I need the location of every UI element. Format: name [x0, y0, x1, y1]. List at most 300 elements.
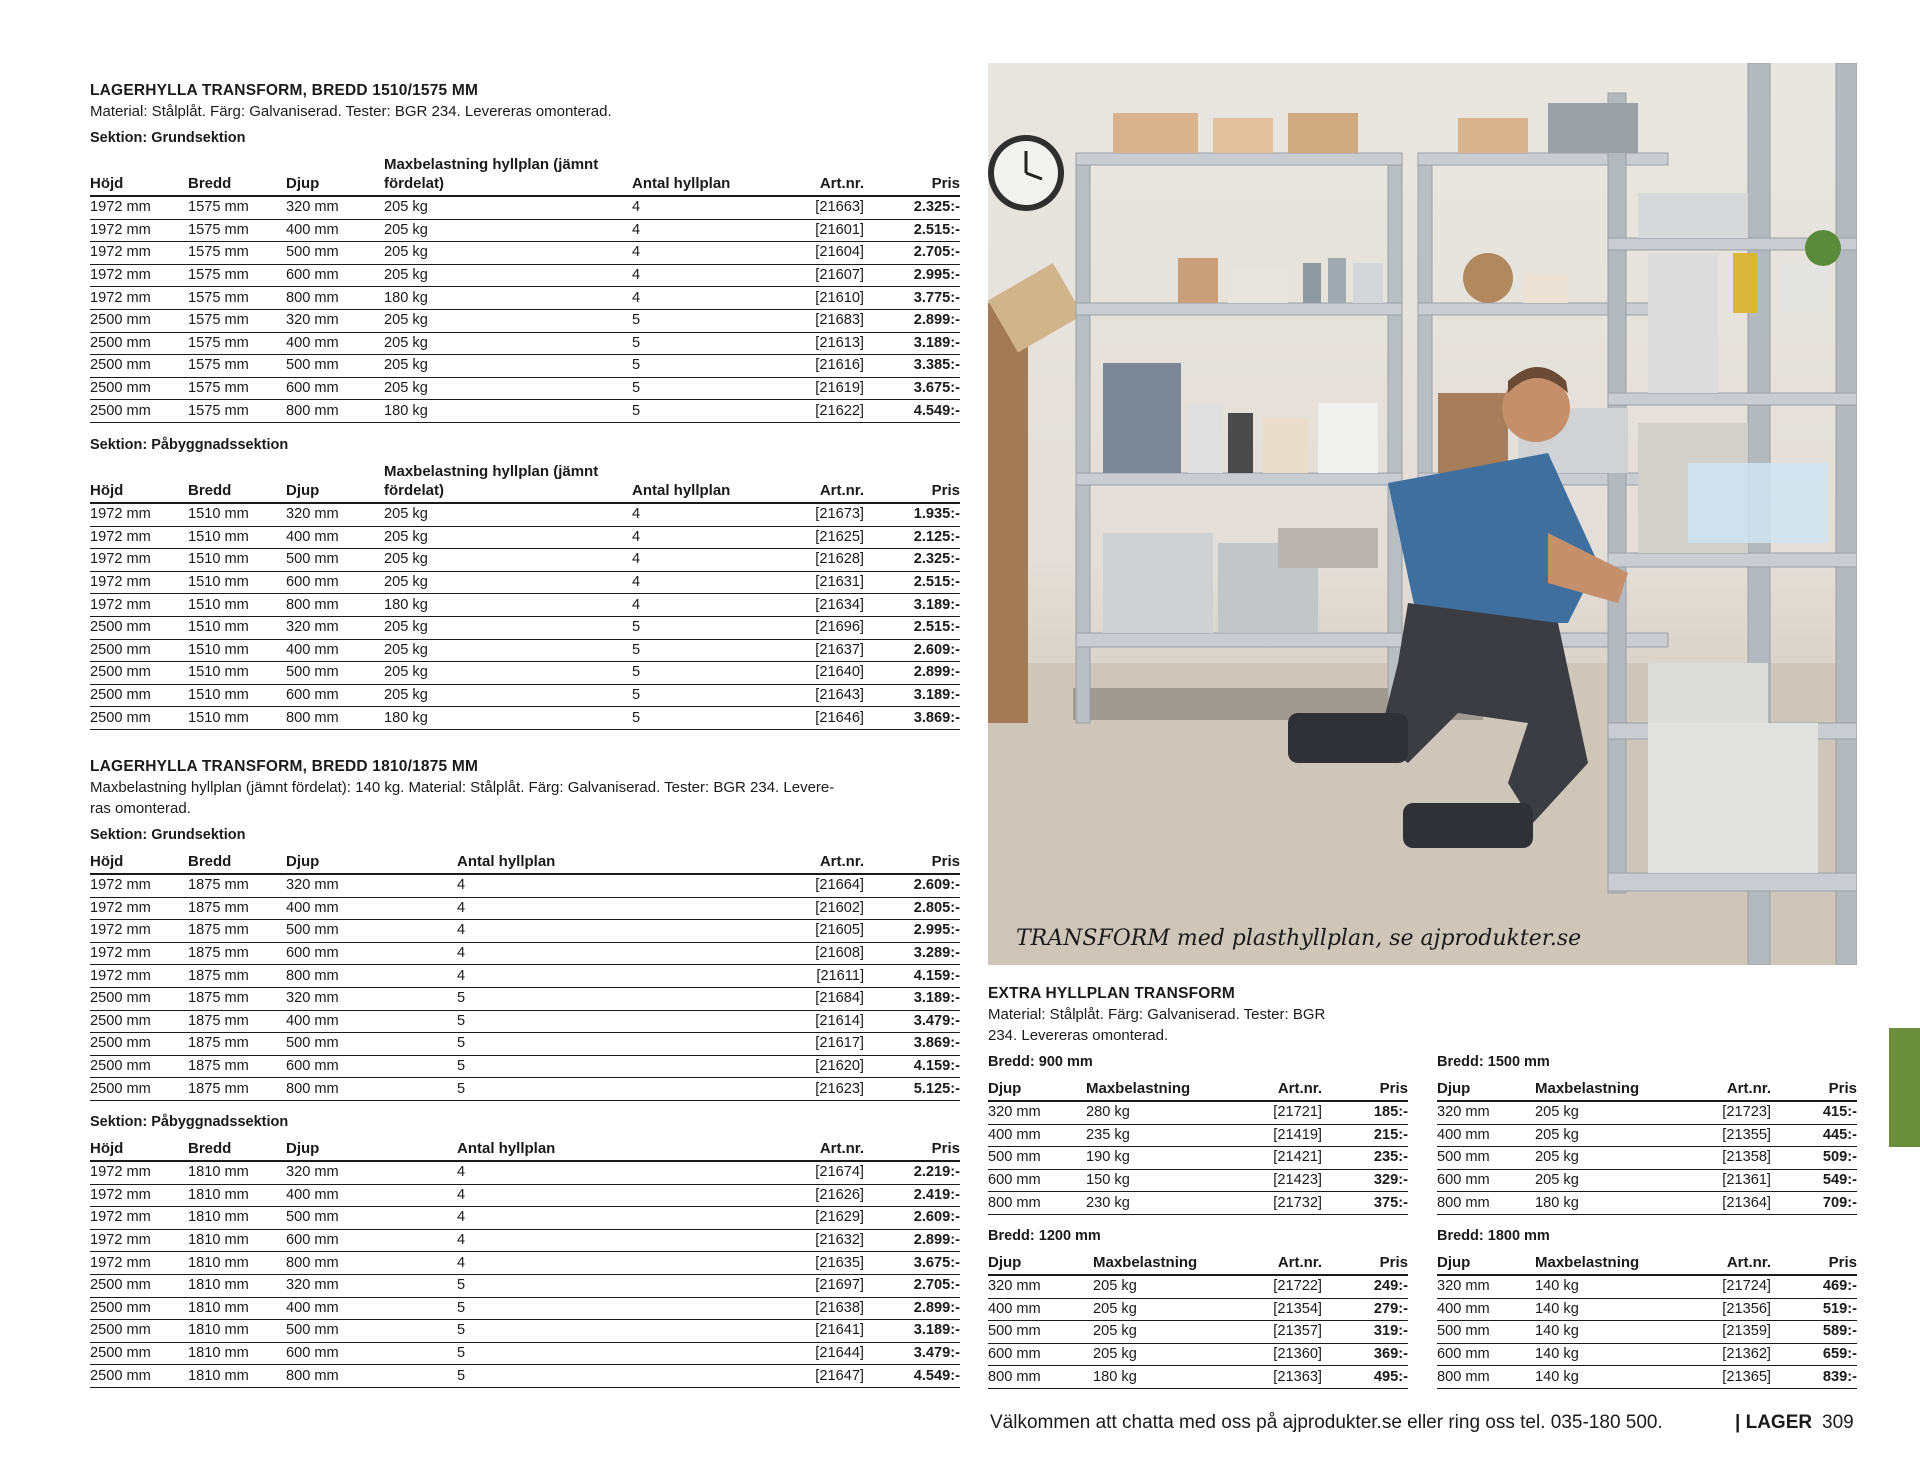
table-cell: 1575 mm: [188, 287, 286, 310]
price-cell: 319:-: [1328, 1321, 1408, 1344]
table-cell: 800 mm: [988, 1192, 1086, 1215]
spec-table-1575-grund: [90, 155, 960, 423]
table-cell: 800 mm: [286, 965, 457, 988]
price-cell: 3.675:-: [870, 377, 960, 400]
price-cell: 249:-: [1328, 1275, 1408, 1298]
table-row: [90, 264, 960, 287]
table-cell: 400 mm: [286, 1184, 457, 1207]
table-cell: 140 kg: [1535, 1321, 1655, 1344]
article-number-cell: [21607]: [772, 264, 870, 287]
table-row: [1437, 1169, 1857, 1192]
article-number-cell: [21611]: [772, 965, 870, 988]
table-cell: 4: [457, 1229, 772, 1252]
price-cell: 235:-: [1328, 1147, 1408, 1170]
col-header-artnr: Art.nr.: [772, 1139, 870, 1161]
table-cell: 4: [632, 526, 772, 549]
table-cell: 205 kg: [384, 662, 632, 685]
table-cell: 320 mm: [286, 874, 457, 897]
table-cell: 190 kg: [1086, 1147, 1206, 1170]
article-number-cell: [21632]: [772, 1229, 870, 1252]
table-cell: 2500 mm: [90, 662, 188, 685]
price-cell: 839:-: [1777, 1366, 1857, 1389]
table-cell: 1972 mm: [90, 264, 188, 287]
article-number-cell: [21610]: [772, 287, 870, 310]
col-header-djup: Djup: [286, 852, 457, 874]
table-cell: 5: [632, 332, 772, 355]
product-title-1510-1575: LAGERHYLLA TRANSFORM, BREDD 1510/1575 MM: [90, 82, 479, 99]
article-number-cell: [21602]: [772, 897, 870, 920]
col-header-pris: Pris: [870, 462, 960, 503]
table-cell: 1972 mm: [90, 1229, 188, 1252]
col-header-hojd: Höjd: [90, 155, 188, 196]
table-cell: 5: [632, 707, 772, 730]
table-cell: 600 mm: [1437, 1343, 1535, 1366]
table-row: [90, 309, 960, 332]
article-number-cell: [21363]: [1206, 1366, 1328, 1389]
table-cell: 4: [457, 1252, 772, 1275]
table-cell: 4: [457, 1207, 772, 1230]
article-number-cell: [21358]: [1655, 1147, 1777, 1170]
col-header-antal-hyllplan: Antal hyllplan: [457, 1139, 772, 1161]
price-cell: 2.609:-: [870, 1207, 960, 1230]
article-number-cell: [21365]: [1655, 1366, 1777, 1389]
table-cell: 205 kg: [384, 549, 632, 572]
product-photo: [988, 63, 1857, 965]
col-header-pris: Pris: [1777, 1253, 1857, 1275]
table-cell: 320 mm: [1437, 1275, 1535, 1298]
extra-table-1200: [988, 1253, 1408, 1389]
table-cell: 500 mm: [988, 1321, 1093, 1344]
table-cell: 1972 mm: [90, 1161, 188, 1184]
section-label-grundsektion-1875: Sektion: Grundsektion: [90, 827, 246, 843]
wood-board: [988, 303, 1028, 723]
table-cell: 1972 mm: [90, 594, 188, 617]
table-cell: 4: [457, 897, 772, 920]
price-cell: 3.479:-: [870, 1342, 960, 1365]
section-label-pabyggnad-1510: Sektion: Påbyggnadssektion: [90, 437, 289, 453]
table-cell: 1972 mm: [90, 219, 188, 242]
table-cell: 1875 mm: [188, 874, 286, 897]
col-header-antal-hyllplan: Antal hyllplan: [632, 462, 772, 503]
table-cell: 205 kg: [384, 355, 632, 378]
table-cell: 140 kg: [1535, 1275, 1655, 1298]
table-row: [90, 684, 960, 707]
article-number-cell: [21696]: [772, 616, 870, 639]
article-number-cell: [21723]: [1655, 1101, 1777, 1124]
price-cell: 4.159:-: [870, 965, 960, 988]
article-number-cell: [21626]: [772, 1184, 870, 1207]
table-row: [90, 1297, 960, 1320]
table-cell: 4: [457, 1161, 772, 1184]
article-number-cell: [21641]: [772, 1320, 870, 1343]
price-cell: 2.995:-: [870, 920, 960, 943]
table-cell: 1510 mm: [188, 662, 286, 685]
table-row: [1437, 1275, 1857, 1298]
table-cell: 180 kg: [384, 400, 632, 423]
table-row: [90, 377, 960, 400]
price-cell: 709:-: [1777, 1192, 1857, 1215]
table-cell: 1972 mm: [90, 287, 188, 310]
price-cell: 5.125:-: [870, 1078, 960, 1101]
table-cell: 4: [632, 242, 772, 265]
product-description-1810-1875-line1: Maxbelastning hyllplan (jämnt fördelat): 140 kg. Material: Stålplåt. Färg: Galvaniserad. Tester: BGR 234. Levere-: [90, 779, 835, 796]
table-cell: 320 mm: [286, 309, 384, 332]
table-cell: 1575 mm: [188, 309, 286, 332]
spec-table-1510-pabyggnad: [90, 462, 960, 730]
table-row: [1437, 1298, 1857, 1321]
bredd-1200-label: Bredd: 1200 mm: [988, 1228, 1101, 1244]
section-label-pabyggnad-1810: Sektion: Påbyggnadssektion: [90, 1114, 289, 1130]
table-cell: 5: [457, 987, 772, 1010]
price-cell: 2.515:-: [870, 219, 960, 242]
price-cell: 549:-: [1777, 1169, 1857, 1192]
article-number-cell: [21613]: [772, 332, 870, 355]
col-header-pris: Pris: [1777, 1079, 1857, 1101]
table-cell: 500 mm: [988, 1147, 1086, 1170]
extra-hyllplan-description-line2: 234. Levereras omonterad.: [988, 1027, 1169, 1044]
price-cell: 3.189:-: [870, 987, 960, 1010]
table-row: [90, 503, 960, 526]
article-number-cell: [21357]: [1206, 1321, 1328, 1344]
table-row: [988, 1124, 1408, 1147]
table-cell: 1510 mm: [188, 594, 286, 617]
table-cell: 2500 mm: [90, 1365, 188, 1388]
col-header-pris: Pris: [870, 155, 960, 196]
col-header-bredd: Bredd: [188, 852, 286, 874]
footer-section: | LAGER: [1735, 1412, 1813, 1433]
table-cell: 1510 mm: [188, 526, 286, 549]
table-cell: 400 mm: [286, 897, 457, 920]
table-cell: 4: [632, 503, 772, 526]
table-cell: 1875 mm: [188, 920, 286, 943]
price-cell: 2.995:-: [870, 264, 960, 287]
table-cell: 400 mm: [286, 219, 384, 242]
table-cell: 1810 mm: [188, 1252, 286, 1275]
table-row: [90, 1055, 960, 1078]
table-cell: 180 kg: [384, 287, 632, 310]
price-cell: 3.675:-: [870, 1252, 960, 1275]
table-cell: 205 kg: [384, 639, 632, 662]
col-header-djup: Djup: [1437, 1079, 1535, 1101]
shelf-items-upper: [1178, 193, 1841, 393]
table-cell: 800 mm: [1437, 1366, 1535, 1389]
price-cell: 1.935:-: [870, 503, 960, 526]
article-number-cell: [21673]: [772, 503, 870, 526]
table-cell: 600 mm: [988, 1169, 1086, 1192]
footer-contact: Välkommen att chatta med oss på ajprodukter.se eller ring oss tel. 035-180 500.: [990, 1412, 1663, 1433]
table-cell: 2500 mm: [90, 1010, 188, 1033]
table-row: [90, 662, 960, 685]
col-header-artnr: Art.nr.: [1206, 1079, 1328, 1101]
table-cell: 205 kg: [1535, 1101, 1655, 1124]
table-cell: 4: [457, 965, 772, 988]
product-description-1810-1875-line2: ras omonterad.: [90, 800, 191, 817]
price-cell: 215:-: [1328, 1124, 1408, 1147]
price-cell: 469:-: [1777, 1275, 1857, 1298]
table-cell: 235 kg: [1086, 1124, 1206, 1147]
table-cell: 600 mm: [286, 264, 384, 287]
table-cell: 2500 mm: [90, 377, 188, 400]
article-number-cell: [21605]: [772, 920, 870, 943]
table-cell: 5: [457, 1010, 772, 1033]
table-cell: 4: [632, 264, 772, 287]
table-cell: 205 kg: [384, 377, 632, 400]
table-row: [1437, 1147, 1857, 1170]
article-number-cell: [21361]: [1655, 1169, 1777, 1192]
table-cell: 180 kg: [384, 707, 632, 730]
table-row: [90, 1320, 960, 1343]
table-row: [988, 1275, 1408, 1298]
table-cell: 5: [457, 1342, 772, 1365]
article-number-cell: [21360]: [1206, 1343, 1328, 1366]
table-cell: 205 kg: [384, 242, 632, 265]
table-row: [988, 1169, 1408, 1192]
table-cell: 2500 mm: [90, 1342, 188, 1365]
col-header-bredd: Bredd: [188, 462, 286, 503]
table-row: [90, 571, 960, 594]
col-header-hojd: Höjd: [90, 852, 188, 874]
table-cell: 1510 mm: [188, 549, 286, 572]
table-cell: 800 mm: [988, 1366, 1093, 1389]
table-row: [988, 1298, 1408, 1321]
table-cell: 1575 mm: [188, 377, 286, 400]
article-number-cell: [21421]: [1206, 1147, 1328, 1170]
price-cell: 329:-: [1328, 1169, 1408, 1192]
bredd-1500-label: Bredd: 1500 mm: [1437, 1054, 1550, 1070]
table-row: [90, 1342, 960, 1365]
article-number-cell: [21620]: [772, 1055, 870, 1078]
table-cell: 400 mm: [1437, 1124, 1535, 1147]
col-header-hojd: Höjd: [90, 462, 188, 503]
col-header-djup: Djup: [286, 155, 384, 196]
table-cell: 4: [632, 219, 772, 242]
article-number-cell: [21601]: [772, 219, 870, 242]
table-cell: 500 mm: [286, 242, 384, 265]
table-cell: 2500 mm: [90, 1297, 188, 1320]
table-cell: 2500 mm: [90, 1320, 188, 1343]
price-cell: 375:-: [1328, 1192, 1408, 1215]
table-cell: 1972 mm: [90, 1184, 188, 1207]
table-row: [90, 196, 960, 219]
table-cell: 1875 mm: [188, 1055, 286, 1078]
table-row: [90, 707, 960, 730]
price-cell: 4.549:-: [870, 1365, 960, 1388]
table-cell: 140 kg: [1535, 1343, 1655, 1366]
table-cell: 205 kg: [384, 503, 632, 526]
table-cell: 1972 mm: [90, 571, 188, 594]
table-row: [90, 1078, 960, 1101]
table-cell: 1875 mm: [188, 1010, 286, 1033]
table-cell: 140 kg: [1535, 1298, 1655, 1321]
table-cell: 5: [457, 1297, 772, 1320]
table-cell: 1810 mm: [188, 1342, 286, 1365]
table-cell: 400 mm: [988, 1298, 1093, 1321]
price-cell: 495:-: [1328, 1366, 1408, 1389]
table-cell: 2500 mm: [90, 1078, 188, 1101]
price-cell: 2.705:-: [870, 242, 960, 265]
price-cell: 3.775:-: [870, 287, 960, 310]
photo-caption: TRANSFORM med plasthyllplan, se ajprodukter.se: [1016, 926, 1582, 951]
table-cell: 230 kg: [1086, 1192, 1206, 1215]
table-cell: 600 mm: [286, 1342, 457, 1365]
table-cell: 205 kg: [384, 616, 632, 639]
table-cell: 205 kg: [1093, 1298, 1206, 1321]
table-cell: 500 mm: [286, 355, 384, 378]
table-cell: 400 mm: [988, 1124, 1086, 1147]
article-number-cell: [21362]: [1655, 1343, 1777, 1366]
price-cell: 3.189:-: [870, 594, 960, 617]
price-cell: 2.325:-: [870, 549, 960, 572]
table-row: [1437, 1101, 1857, 1124]
table-cell: 500 mm: [286, 1033, 457, 1056]
table-row: [90, 1252, 960, 1275]
col-header-pris: Pris: [1328, 1253, 1408, 1275]
table-cell: 5: [632, 616, 772, 639]
extra-table-900: [988, 1079, 1408, 1215]
price-cell: 279:-: [1328, 1298, 1408, 1321]
price-cell: 415:-: [1777, 1101, 1857, 1124]
article-number-cell: [21721]: [1206, 1101, 1328, 1124]
col-header-artnr: Art.nr.: [772, 462, 870, 503]
table-cell: 320 mm: [286, 196, 384, 219]
table-cell: 500 mm: [286, 1320, 457, 1343]
price-cell: 2.899:-: [870, 1297, 960, 1320]
table-cell: 1972 mm: [90, 965, 188, 988]
product-description-1510-1575: Material: Stålplåt. Färg: Galvaniserad. Tester: BGR 234. Levereras omonterad.: [90, 103, 612, 120]
spec-table-1875-grund: [90, 852, 960, 1101]
article-number-cell: [21629]: [772, 1207, 870, 1230]
article-number-cell: [21646]: [772, 707, 870, 730]
table-cell: 180 kg: [1093, 1366, 1206, 1389]
table-cell: 1510 mm: [188, 616, 286, 639]
table-row: [90, 1010, 960, 1033]
table-cell: 5: [457, 1274, 772, 1297]
table-cell: 205 kg: [1535, 1169, 1655, 1192]
article-number-cell: [21364]: [1655, 1192, 1777, 1215]
col-header-djup: Djup: [286, 462, 384, 503]
table-row: [90, 616, 960, 639]
table-cell: 800 mm: [286, 1252, 457, 1275]
table-cell: 600 mm: [286, 377, 384, 400]
table-cell: 400 mm: [1437, 1298, 1535, 1321]
table-cell: 1875 mm: [188, 897, 286, 920]
price-cell: 589:-: [1777, 1321, 1857, 1344]
article-number-cell: [21635]: [772, 1252, 870, 1275]
col-header-djup: Djup: [988, 1079, 1086, 1101]
price-cell: 2.515:-: [870, 616, 960, 639]
table-row: [90, 1274, 960, 1297]
table-cell: 1875 mm: [188, 1033, 286, 1056]
table-cell: 2500 mm: [90, 400, 188, 423]
price-cell: 519:-: [1777, 1298, 1857, 1321]
table-cell: 1875 mm: [188, 942, 286, 965]
extra-hyllplan-description-line1: Material: Stålplåt. Färg: Galvaniserad. Tester: BGR: [988, 1006, 1326, 1023]
table-cell: 320 mm: [286, 987, 457, 1010]
price-cell: 2.515:-: [870, 571, 960, 594]
table-cell: 1972 mm: [90, 920, 188, 943]
table-cell: 1810 mm: [188, 1184, 286, 1207]
table-cell: 1972 mm: [90, 503, 188, 526]
table-cell: 5: [632, 355, 772, 378]
table-cell: 1575 mm: [188, 400, 286, 423]
table-cell: 400 mm: [286, 526, 384, 549]
table-cell: 2500 mm: [90, 332, 188, 355]
table-cell: 5: [632, 377, 772, 400]
col-header-antal-hyllplan: Antal hyllplan: [632, 155, 772, 196]
table-cell: 1972 mm: [90, 897, 188, 920]
price-cell: 3.869:-: [870, 1033, 960, 1056]
table-cell: 500 mm: [1437, 1321, 1535, 1344]
article-number-cell: [21354]: [1206, 1298, 1328, 1321]
table-cell: 4: [632, 571, 772, 594]
table-cell: 1810 mm: [188, 1229, 286, 1252]
table-cell: 600 mm: [286, 1229, 457, 1252]
table-cell: 1575 mm: [188, 332, 286, 355]
col-header-artnr: Art.nr.: [772, 155, 870, 196]
table-row: [90, 639, 960, 662]
article-number-cell: [21356]: [1655, 1298, 1777, 1321]
price-cell: 3.385:-: [870, 355, 960, 378]
article-number-cell: [21614]: [772, 1010, 870, 1033]
table-cell: 150 kg: [1086, 1169, 1206, 1192]
table-cell: 600 mm: [286, 571, 384, 594]
article-number-cell: [21608]: [772, 942, 870, 965]
table-cell: 1575 mm: [188, 355, 286, 378]
article-number-cell: [21638]: [772, 1297, 870, 1320]
col-header-pris: Pris: [870, 1139, 960, 1161]
table-cell: 4: [632, 549, 772, 572]
table-row: [90, 1365, 960, 1388]
table-cell: 2500 mm: [90, 1033, 188, 1056]
table-row: [988, 1321, 1408, 1344]
table-cell: 320 mm: [286, 503, 384, 526]
table-row: [90, 987, 960, 1010]
table-row: [1437, 1343, 1857, 1366]
spec-table-1810-pabyggnad: [90, 1139, 960, 1388]
article-number-cell: [21625]: [772, 526, 870, 549]
chapter-tab: [1889, 1028, 1920, 1147]
price-cell: 445:-: [1777, 1124, 1857, 1147]
price-cell: 3.289:-: [870, 942, 960, 965]
table-row: [90, 549, 960, 572]
price-cell: 3.869:-: [870, 707, 960, 730]
article-number-cell: [21622]: [772, 400, 870, 423]
table-row: [988, 1192, 1408, 1215]
table-cell: 320 mm: [988, 1275, 1093, 1298]
table-cell: 1875 mm: [188, 965, 286, 988]
table-cell: 2500 mm: [90, 355, 188, 378]
table-cell: 1972 mm: [90, 196, 188, 219]
table-cell: 500 mm: [1437, 1147, 1535, 1170]
table-cell: 1875 mm: [188, 987, 286, 1010]
price-cell: 2.125:-: [870, 526, 960, 549]
table-row: [988, 1343, 1408, 1366]
table-cell: 500 mm: [286, 1207, 457, 1230]
table-cell: 600 mm: [286, 942, 457, 965]
table-cell: 800 mm: [1437, 1192, 1535, 1215]
table-row: [988, 1147, 1408, 1170]
price-cell: 185:-: [1328, 1101, 1408, 1124]
col-header-djup: Djup: [286, 1139, 457, 1161]
article-number-cell: [21732]: [1206, 1192, 1328, 1215]
table-row: [1437, 1321, 1857, 1344]
table-row: [90, 355, 960, 378]
extra-table-1500: [1437, 1079, 1857, 1215]
table-cell: 5: [632, 309, 772, 332]
article-number-cell: [21634]: [772, 594, 870, 617]
table-cell: 140 kg: [1535, 1366, 1655, 1389]
article-number-cell: [21359]: [1655, 1321, 1777, 1344]
